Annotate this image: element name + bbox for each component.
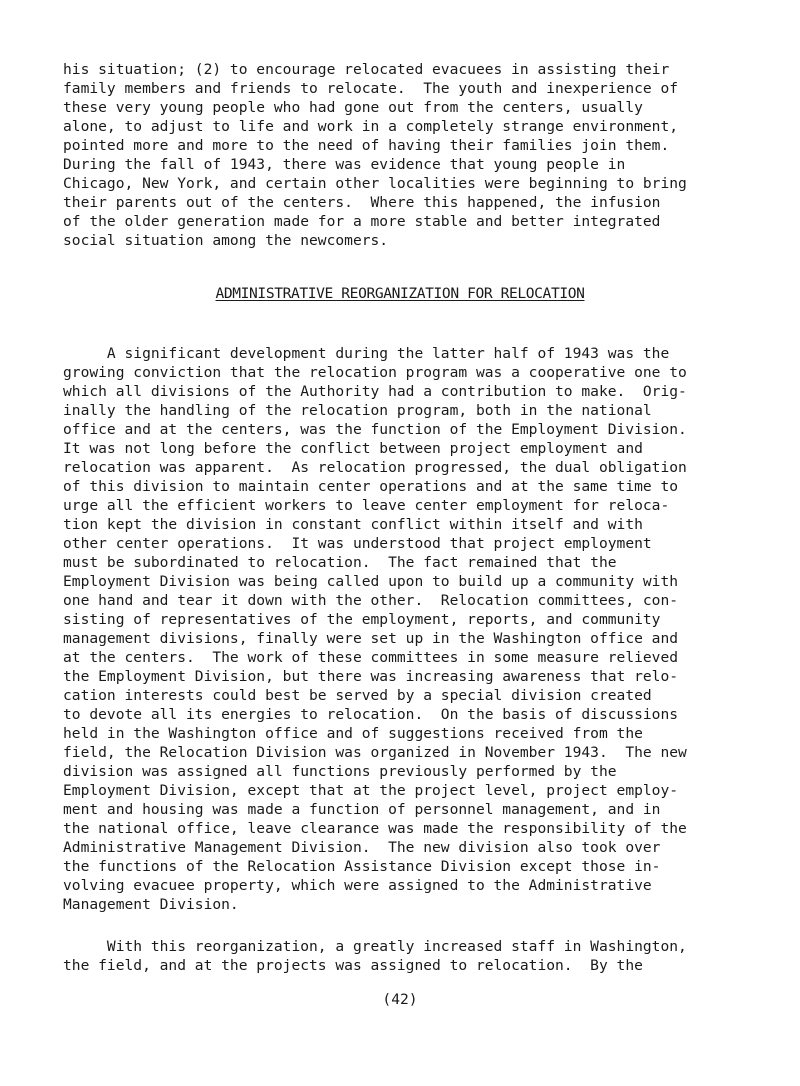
text-line: A significant development during the latter half of 1943 was the	[63, 345, 670, 362]
text-line: With this reorganization, a greatly increased staff in Washington,	[63, 938, 687, 955]
text-line: the field, and at the projects was assigned to relocation. By the	[63, 957, 643, 974]
text-line: alone, to adjust to life and work in a completely strange environment,	[63, 118, 679, 135]
text-line: their parents out of the centers. Where this happened, the infusion	[63, 194, 661, 211]
section-heading: ADMINISTRATIVE REORGANIZATION FOR RELOCATION	[215, 285, 585, 302]
text-line: It was not long before the conflict between project employment and	[63, 440, 643, 457]
text-line: sisting of representatives of the employment, reports, and community	[63, 611, 661, 628]
text-line: Chicago, New York, and certain other localities were beginning to bring	[63, 175, 687, 192]
text-line: Employment Division was being called upon to build up a community with	[63, 573, 679, 590]
text-line: inally the handling of the relocation program, both in the national	[63, 402, 652, 419]
text-line: of the older generation made for a more stable and better integrated	[63, 213, 661, 230]
text-line: one hand and tear it down with the other. Relocation committees, con-	[63, 592, 679, 609]
text-line: management divisions, finally were set up in the Washington office and	[63, 630, 679, 647]
text-line: ment and housing was made a function of personnel management, and in	[63, 801, 661, 818]
text-line: Employment Division, except that at the project level, project employ-	[63, 782, 679, 799]
text-line: these very young people who had gone out from the centers, usually	[63, 99, 643, 116]
text-line: must be subordinated to relocation. The fact remained that the	[63, 554, 617, 571]
text-line: relocation was apparent. As relocation progressed, the dual obligation	[63, 459, 687, 476]
text-line: other center operations. It was understood that project employment	[63, 535, 652, 552]
text-line: division was assigned all functions previously performed by the	[63, 763, 617, 780]
text-line: social situation among the newcomers.	[63, 232, 389, 249]
text-line: the functions of the Relocation Assistance Division except those in-	[63, 858, 661, 875]
text-line: family members and friends to relocate. The youth and inexperience of	[63, 80, 679, 97]
text-line: Administrative Management Division. The new division also took over	[63, 839, 661, 856]
text-line: held in the Washington office and of suggestions received from the	[63, 725, 643, 742]
text-line: Management Division.	[63, 896, 239, 913]
text-line: office and at the centers, was the function of the Employment Division.	[63, 421, 687, 438]
text-line: During the fall of 1943, there was evidence that young people in	[63, 156, 626, 173]
text-line: the national office, leave clearance was made the responsibility of the	[63, 820, 687, 837]
text-line: pointed more and more to the need of having their families join them.	[63, 137, 670, 154]
text-line: to devote all its energies to relocation. On the basis of discussions	[63, 706, 679, 723]
text-line: field, the Relocation Division was organized in November 1943. The new	[63, 744, 687, 761]
text-line: tion kept the division in constant conflict within itself and with	[63, 516, 643, 533]
text-line: the Employment Division, but there was increasing awareness that relo-	[63, 668, 679, 685]
text-line: his situation; (2) to encourage relocated evacuees in assisting their	[63, 61, 670, 78]
page-number: (42)	[382, 991, 418, 1008]
text-line: growing conviction that the relocation program was a cooperative one to	[63, 364, 687, 381]
text-line: which all divisions of the Authority had a contribution to make. Orig-	[63, 383, 687, 400]
text-line: urge all the efficient workers to leave center employment for reloca-	[63, 497, 670, 514]
text-line: at the centers. The work of these committees in some measure relieved	[63, 649, 679, 666]
text-line: volving evacuee property, which were assigned to the Administrative	[63, 877, 652, 894]
text-line: of this division to maintain center operations and at the same time to	[63, 478, 679, 495]
text-line: cation interests could best be served by a special division created	[63, 687, 652, 704]
